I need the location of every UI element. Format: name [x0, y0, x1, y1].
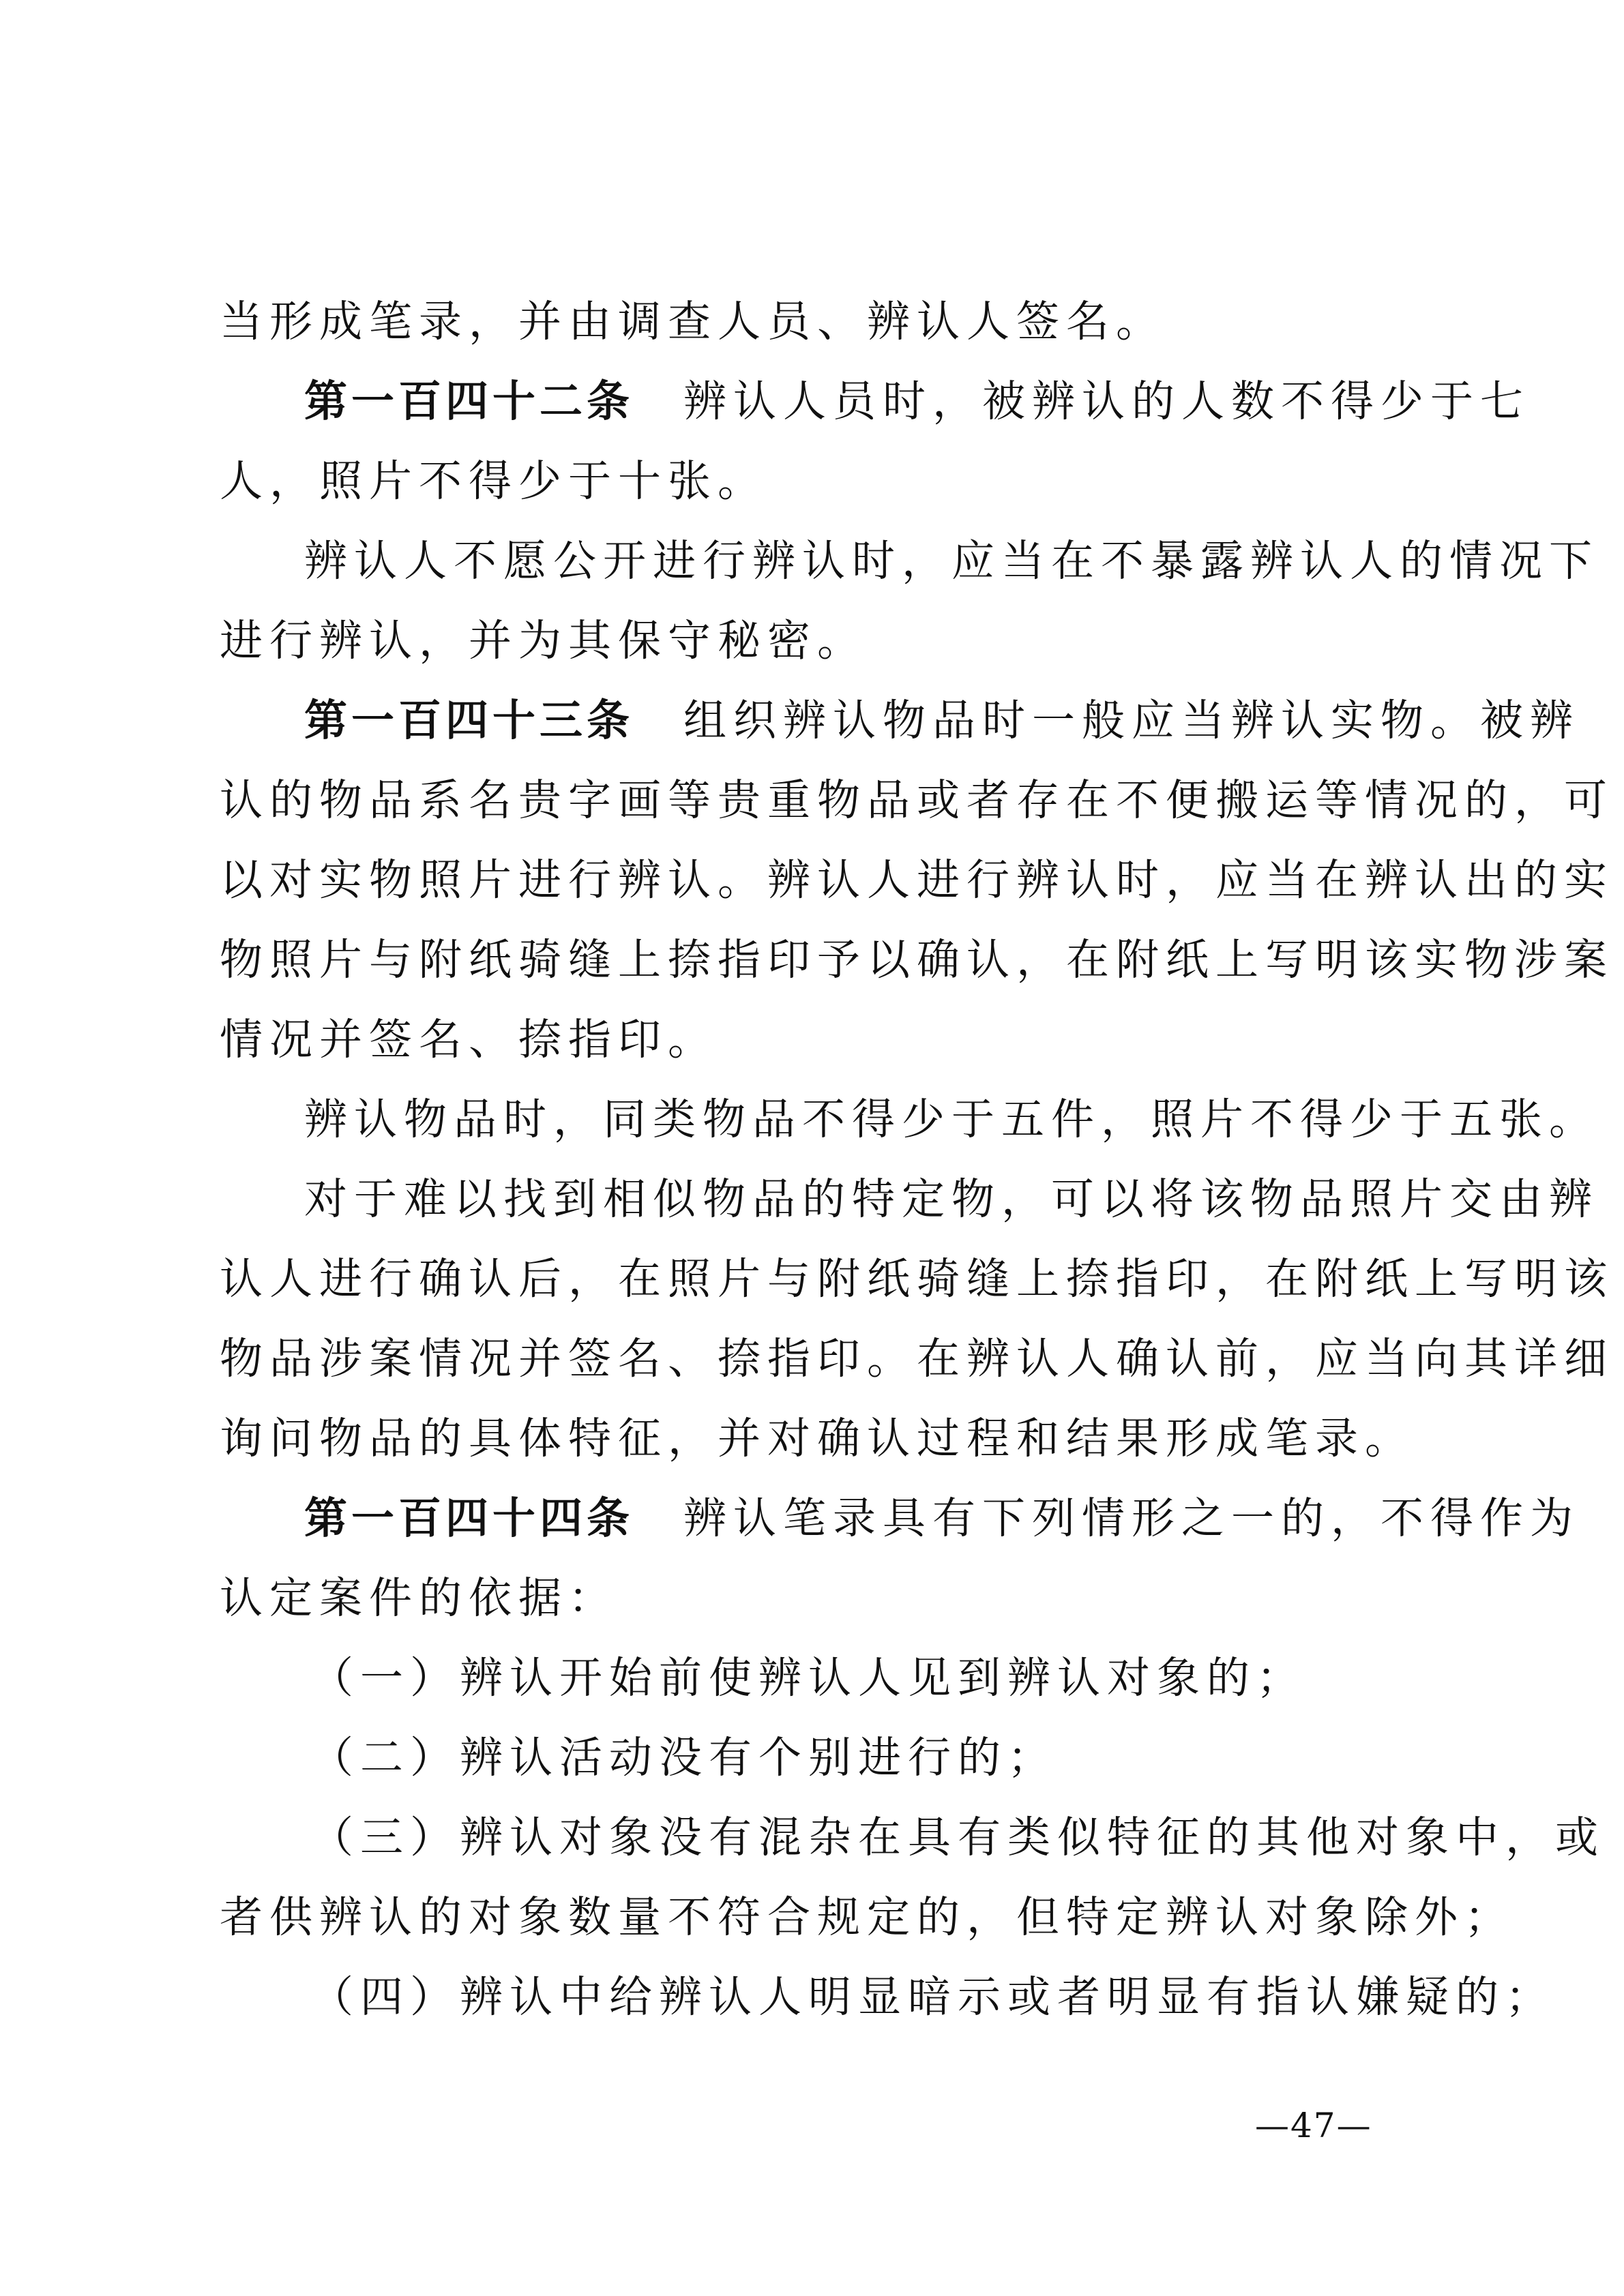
- list-item-text: （三）辨认对象没有混杂在具有类似特征的其他对象中，或: [310, 1813, 1605, 1862]
- paragraph-line: [0, 760, 1624, 841]
- article-143-body: 组织辨认物品时一般应当辨认实物。被辨: [683, 696, 1580, 745]
- article-142-text: [304, 361, 1530, 442]
- article-143-text: [304, 681, 1580, 761]
- list-item: [0, 1798, 1624, 1878]
- paragraph-text: 认定案件的依据：: [220, 1573, 618, 1623]
- list-item-text: （一）辨认开始前使辨认人见到辨认对象的；: [310, 1653, 1306, 1703]
- paragraph-line: [0, 840, 1624, 921]
- list-item-text: （四）辨认中给辨认人明显暗示或者明显有指认嫌疑的；: [310, 1972, 1555, 2022]
- list-item: [0, 1957, 1624, 2038]
- paragraph-line: [0, 521, 1624, 601]
- list-item-text: （二）辨认活动没有个别进行的；: [310, 1733, 1057, 1783]
- paragraph-text: 当形成笔录，并由调查人员、辨认人签名。: [220, 297, 1166, 346]
- article-143-line: [0, 681, 1624, 761]
- page-number: —47—: [1255, 2106, 1372, 2145]
- paragraph-text: 物品涉案情况并签名、捺指印。在辨认人确认前，应当向其详细: [220, 1334, 1614, 1384]
- paragraph-text: 询问物品的具体特征，并对确认过程和结果形成笔录。: [220, 1414, 1415, 1463]
- paragraph-text: 对于难以找到相似物品的特定物，可以将该物品照片交由辨: [304, 1174, 1599, 1224]
- paragraph-line: [0, 601, 1624, 681]
- paragraph-line: [0, 441, 1624, 522]
- article-144-line: [0, 1478, 1624, 1559]
- article-144-text: [304, 1478, 1580, 1559]
- paragraph-line: [0, 1319, 1624, 1399]
- paragraph-text: 人，照片不得少于十张。: [220, 456, 767, 506]
- paragraph-text: 辨认物品时，同类物品不得少于五件，照片不得少于五张。: [304, 1094, 1599, 1144]
- list-item: [0, 1718, 1624, 1798]
- article-heading-142: 第一百四十二条: [304, 376, 634, 426]
- paragraph-text: 情况并签名、捺指印。: [220, 1015, 718, 1064]
- article-144-body: 辨认笔录具有下列情形之一的，不得作为: [683, 1493, 1580, 1543]
- article-142-line: [0, 361, 1624, 442]
- list-item-continuation: [0, 1877, 1624, 1958]
- paragraph-line: [0, 1239, 1624, 1320]
- paragraph-line: [0, 1159, 1624, 1240]
- paragraph-line: [0, 1399, 1624, 1479]
- paragraph-text: 认的物品系名贵字画等贵重物品或者存在不便搬运等情况的，可: [220, 775, 1614, 825]
- article-heading-144: 第一百四十四条: [304, 1493, 634, 1543]
- paragraph-line: [0, 1000, 1624, 1080]
- list-item-text: 者供辨认的对象数量不符合规定的，但特定辨认对象除外；: [220, 1892, 1514, 1942]
- article-heading-143: 第一百四十三条: [304, 696, 634, 745]
- paragraph-line: [0, 1558, 1624, 1639]
- list-item: [0, 1638, 1624, 1718]
- paragraph-line: [0, 282, 1624, 362]
- article-142-body: 辨认人员时，被辨认的人数不得少于七: [683, 376, 1530, 426]
- paragraph-text: 辨认人不愿公开进行辨认时，应当在不暴露辨认人的情况下: [304, 536, 1599, 586]
- paragraph-line: [0, 1079, 1624, 1160]
- paragraph-text: 物照片与附纸骑缝上捺指印予以确认，在附纸上写明该实物涉案: [220, 935, 1614, 985]
- paragraph-line: [0, 920, 1624, 1000]
- paragraph-text: 进行辨认，并为其保守秘密。: [220, 616, 867, 666]
- paragraph-text: 以对实物照片进行辨认。辨认人进行辨认时，应当在辨认出的实: [220, 855, 1614, 905]
- paragraph-text: 认人进行确认后，在照片与附纸骑缝上捺指印，在附纸上写明该: [220, 1254, 1614, 1304]
